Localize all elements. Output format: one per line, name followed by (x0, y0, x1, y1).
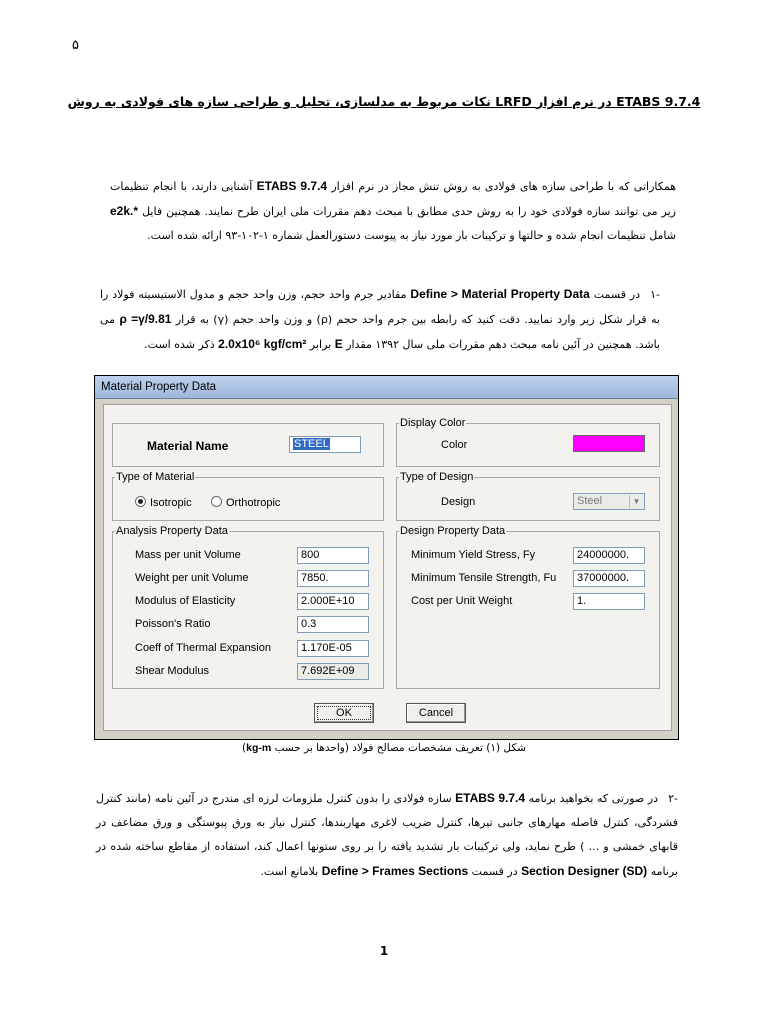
weight-per-unit-volume-field[interactable]: 7850. (297, 570, 369, 587)
item-2-text-2: سازه فولادی را بدون کنترل ملزومات لرزه ای مندرج در آئین نامه (مانند کنترل فشردگی، کنترل فاصله مهارهای جانبی تیرها، کنترل ضریب لاغری مهاربندها، کنترل نیاز به ورق پیوستگی و ورق مضاعف در قابهای خمشی و ... ) طرح نماید، ولی ترکیبات بار تشدید یافته را بر روی ستونها اعمال کند، استفاده از مقاطع ساخته شده در برنامه (96, 792, 678, 878)
item-1-bold-2: ρ =γ/9.81 (119, 312, 172, 326)
item-2-bold-1: ETABS 9.7.4 (455, 791, 526, 805)
item-1-number: -۱ (650, 288, 661, 301)
caption-unit: kg-m (246, 742, 272, 754)
design-select-value: Steel (577, 495, 603, 507)
type-of-design-group (396, 471, 660, 521)
type-of-material-group (112, 471, 384, 521)
shear-modulus-field: 7.692E+09 (297, 663, 369, 680)
display-color-group-label: Display Color (400, 417, 466, 429)
material-name-box (112, 423, 384, 467)
item-1-bold-1: Define > Material Property Data (410, 287, 590, 301)
intro-text-1: همکاراتی که با طراحی سازه های فولادی به روش تنش مجاز در نرم افزار (327, 180, 676, 193)
item-1-text-5: ذکر شده است. (144, 338, 219, 351)
color-swatch[interactable] (573, 435, 645, 452)
isotropic-label: Isotropic (150, 497, 192, 509)
dialog-title: Material Property Data (95, 376, 678, 399)
design-row-label: Minimum Tensile Strength, Fu (411, 572, 557, 584)
item-1-text-3: می باشد. همچنین در آئین نامه مبحث دهم مقررات ملی سال ۱۳۹۲ مقدار (100, 313, 660, 351)
intro-bold-2: *.e2k (110, 204, 139, 218)
cancel-button[interactable]: Cancel (406, 703, 466, 723)
item-2-text-3: در قسمت (468, 865, 522, 878)
document-title: نکات مربوط به مدلسازی، تحلیل و طراحی سازه های فولادی به روش LRFD در نرم افزار ETABS 9.7.4 (67, 94, 701, 109)
ok-button[interactable]: OK (314, 703, 374, 723)
page-mark: ۵ (72, 38, 79, 53)
item-2-bold-2: Section Designer (SD) (521, 864, 648, 878)
item-1-paragraph (100, 282, 660, 357)
chevron-down-icon[interactable]: ▼ (629, 495, 643, 508)
yield-stress-field[interactable]: 24000000. (573, 547, 645, 564)
analysis-row-label: Modulus of Elasticity (135, 595, 236, 607)
analysis-row-label: Coeff of Thermal Expansion (135, 642, 271, 654)
orthotropic-label: Orthotropic (226, 497, 281, 509)
design-row-label: Minimum Yield Stress, Fy (411, 549, 536, 561)
design-property-group (396, 525, 660, 689)
material-name-field[interactable] (289, 436, 361, 453)
display-color-group (396, 417, 660, 467)
analysis-row-label: Mass per unit Volume (135, 549, 241, 561)
analysis-row-label: Shear Modulus (135, 665, 209, 677)
analysis-row-label: Poisson's Ratio (135, 618, 211, 630)
caption-end: ) (242, 742, 247, 754)
analysis-property-group (112, 525, 384, 689)
thermal-expansion-field[interactable]: 1.170E-05 (297, 640, 369, 657)
material-property-dialog (94, 375, 679, 740)
item-1-bold-4: 2.0x10⁶ kgf/cm² (218, 337, 307, 351)
intro-paragraph (110, 174, 676, 248)
type-of-design-group-label: Type of Design (400, 471, 474, 483)
dialog-client-area (103, 404, 672, 731)
item-2-bold-3: Define > Frames Sections (321, 864, 469, 878)
item-2-text-1: در صورتی که بخواهید برنامه (525, 792, 659, 805)
material-name-value: STEEL (294, 438, 329, 450)
orthotropic-radio[interactable] (211, 496, 222, 507)
page-number: 1 (379, 944, 389, 958)
item-1-bold-3: E (334, 337, 343, 351)
design-row-label: Cost per Unit Weight (411, 595, 513, 607)
mass-per-unit-volume-field[interactable]: 800 (297, 547, 369, 564)
caption-text: شکل (۱) تعریف مشخصات مصالح فولاد (واحدها بر حسب (271, 742, 526, 754)
type-of-material-group-label: Type of Material (116, 471, 195, 483)
material-name-label: Material Name (147, 439, 229, 453)
item-2-text-4: بلامانع است. (260, 865, 322, 878)
intro-text-3: شامل تنظیمات انجام شده و حالتها و ترکیبات بار مورد نیاز به پیوست دستورالعمل شماره ۱-۱۰۲-۹۳ ارائه شده است. (147, 229, 676, 242)
item-1-text-1: در قسمت (589, 288, 641, 301)
tensile-strength-field[interactable]: 37000000. (573, 570, 645, 587)
poissons-ratio-field[interactable]: 0.3 (297, 616, 369, 633)
modulus-of-elasticity-field[interactable]: 2.000E+10 (297, 593, 369, 610)
orthotropic-option[interactable] (211, 496, 280, 509)
analysis-row-label: Weight per unit Volume (135, 572, 249, 584)
cost-per-unit-weight-field[interactable]: 1. (573, 593, 645, 610)
item-2-number: -۲ (668, 792, 678, 805)
figure-caption (0, 742, 768, 754)
isotropic-option[interactable] (135, 496, 192, 509)
item-1-text-2: مقادیر جرم واحد حجم، وزن واحد حجم و مدول الاستیسیته فولاد را به قرار شکل زیر وارد نمایید. دقت کنید که رابطه بین جرم واحد حجم (ρ) و وزن واحد حجم (γ) به قرار (100, 288, 660, 326)
analysis-property-group-label: Analysis Property Data (116, 525, 228, 537)
design-label: Design (441, 496, 476, 508)
design-select[interactable] (573, 493, 645, 510)
item-2-paragraph (96, 786, 678, 884)
design-property-group-label: Design Property Data (400, 525, 506, 537)
intro-text-2: آشنایی دارند، با انجام تنظیمات زیر می توانند سازه فولادی خود را به روش حدی مطابق با مبحث دهم مقررات ملی ایران طرح نمایند. همچنین فایل (110, 180, 676, 218)
color-label: Color (441, 439, 468, 451)
intro-bold-1: ETABS 9.7.4 (256, 179, 328, 193)
isotropic-radio[interactable] (135, 496, 146, 507)
item-1-text-4: برابر (306, 338, 335, 351)
